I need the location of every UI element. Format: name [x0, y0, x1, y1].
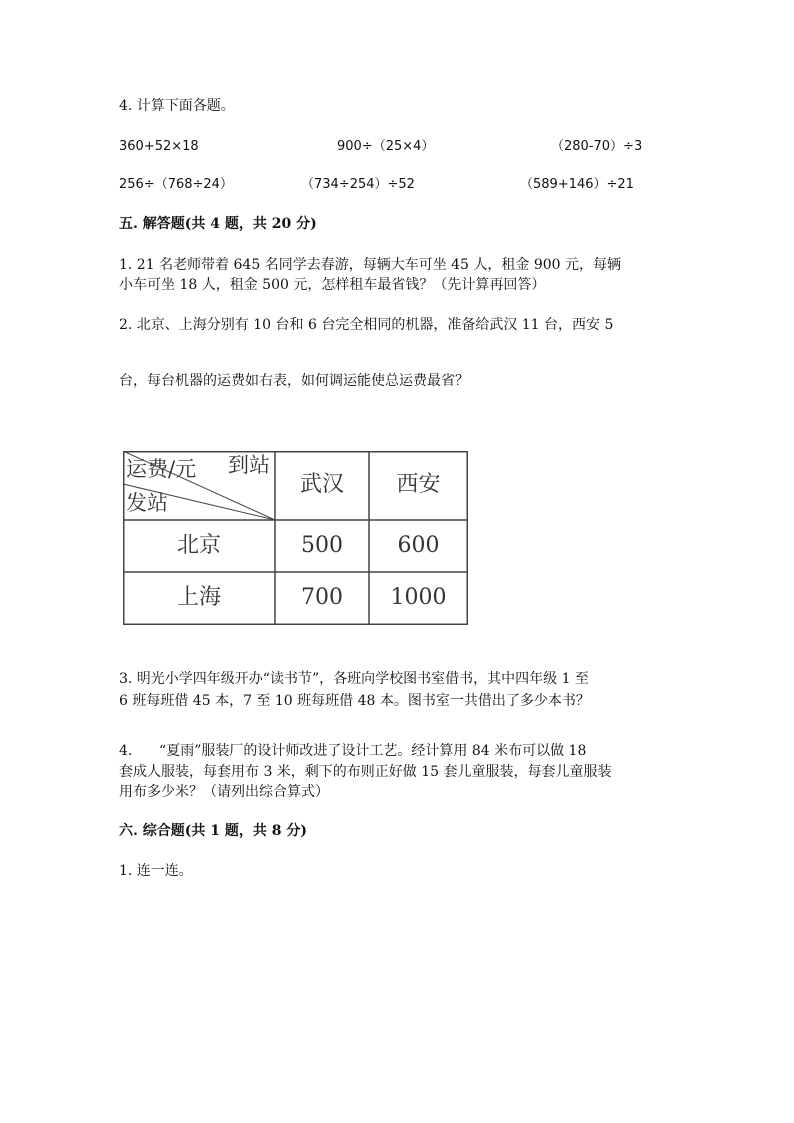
question-text: 小车可坐 18 人，租金 500 元，怎样租车最省钱？（先计算再回答）	[119, 277, 546, 293]
freight-table	[123, 451, 468, 625]
section-heading: 五. 解答题(共 4 题，共 20 分)	[119, 216, 317, 232]
question-text: 台，每台机器的运费如右表，如何调运能使总运费最省？	[119, 373, 469, 389]
corner-header-cost: 运费/元	[126, 457, 197, 481]
corner-header-origin: 发站	[126, 491, 168, 515]
section-heading: 六. 综合题(共 1 题，共 8 分)	[119, 823, 307, 839]
column-header: 武汉	[299, 472, 344, 497]
question-text: 2. 北京、上海分别有 10 台和 6 台完全相同的机器，准备给武汉 11 台，西安 5	[119, 317, 614, 333]
calc-expression: （734÷254）÷52	[301, 177, 415, 192]
table-cell: 700	[301, 585, 343, 610]
table-cell: 600	[397, 533, 440, 558]
table-cell: 1000	[390, 585, 447, 610]
row-label: 北京	[176, 533, 221, 558]
question-text: 1. 21 名老师带着 645 名同学去春游，每辆大车可坐 45 人，租金 900 元，每辆	[119, 257, 622, 273]
column-header: 西安	[396, 472, 441, 497]
question-text: 4. “夏雨”服装厂的设计师改进了设计工艺。经计算用 84 米布可以做 18	[119, 743, 587, 759]
question-text: 用布多少米？（请列出综合算式）	[119, 784, 329, 800]
row-label: 上海	[176, 585, 221, 610]
calc-expression: 256÷（768÷24）	[119, 177, 233, 192]
question-text: 3. 明光小学四年级开办“读书节”，各班向学校图书室借书，其中四年级 1 至	[119, 671, 589, 687]
calc-expression: （280-70）÷3	[551, 139, 643, 154]
table-cell: 500	[301, 533, 343, 558]
question-text: 6 班每班借 45 本，7 至 10 班每班借 48 本。图书室一共借出了多少本书？	[119, 693, 590, 709]
calc-expression: 900÷（25×4）	[337, 139, 435, 154]
question-text: 1. 连一连。	[119, 863, 193, 879]
calc-title: 4. 计算下面各题。	[119, 98, 235, 114]
corner-header-destination: 到站	[228, 453, 270, 477]
question-text: 套成人服装，每套用布 3 米，剩下的布则正好做 15 套儿童服装，每套儿童服装	[119, 764, 612, 780]
calc-expression: （589+146）÷21	[520, 177, 634, 192]
calc-expression: 360+52×18	[119, 139, 199, 154]
